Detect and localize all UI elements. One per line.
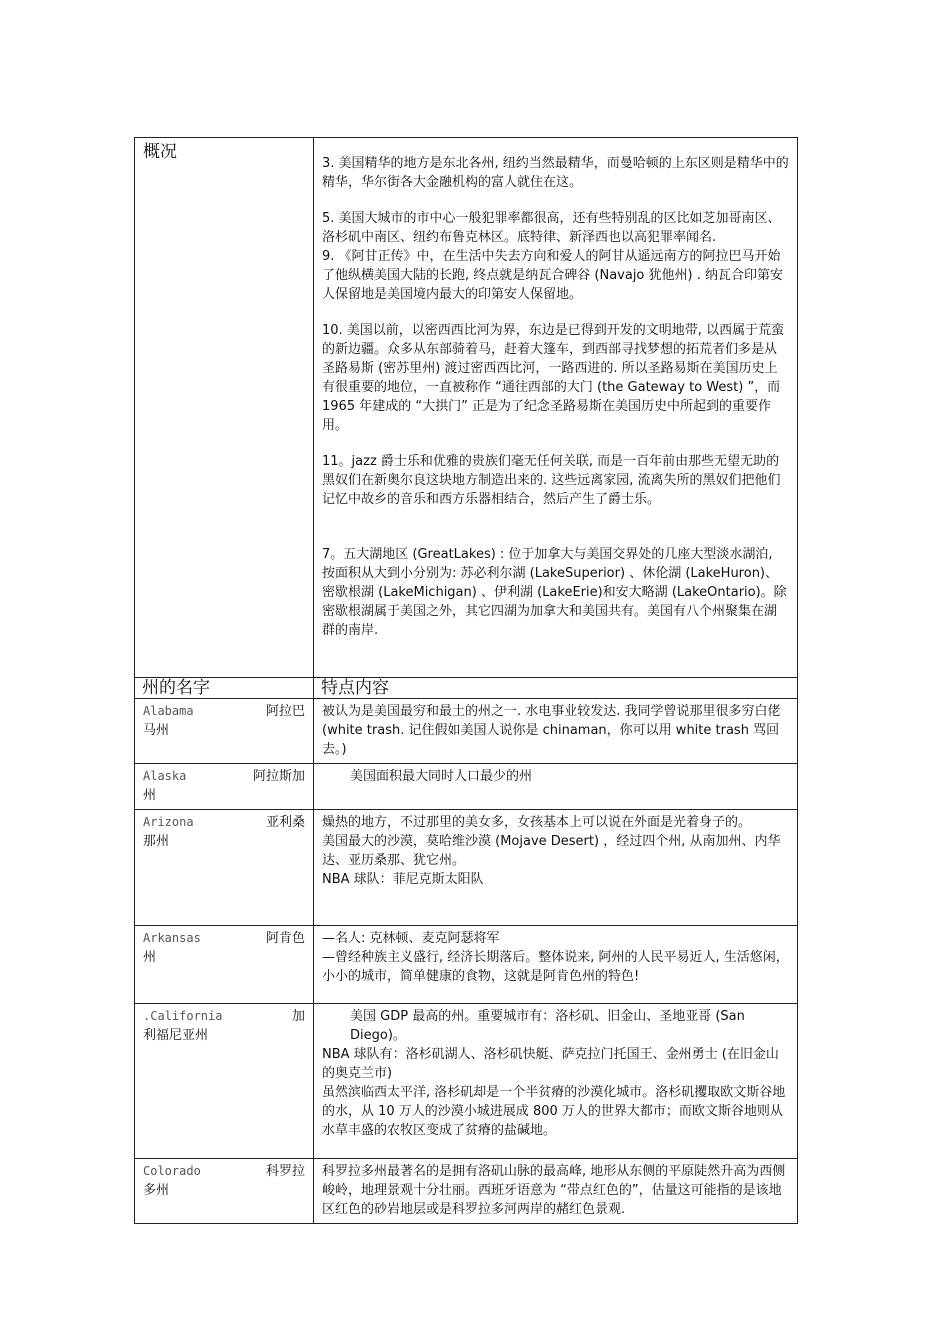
state-chinese-name-cont: 利福尼亚州 bbox=[143, 1028, 209, 1043]
overview-row bbox=[135, 138, 798, 678]
state-name-cell bbox=[135, 926, 314, 1004]
state-feature-cell bbox=[314, 810, 798, 926]
feature-text: 美国最大的沙漠，莫哈维沙漠 (Mojave Desert) ，经过四个州, 从南加州、内华达、亚历桑那、犹它州。 bbox=[322, 834, 781, 868]
state-name-cell bbox=[135, 699, 314, 764]
document-table bbox=[134, 137, 798, 1224]
table-row bbox=[135, 926, 798, 1004]
feature-text: NBA 球队：菲尼克斯太阳队 bbox=[322, 872, 484, 887]
table-row bbox=[135, 699, 798, 764]
state-feature-cell bbox=[314, 699, 798, 764]
overview-paragraph: 10. 美国以前，以密西西比河为界，东边是已得到开发的文明地带, 以西属于荒蛮的新边疆。众多从东部骑着马，赶着大篷车，到西部寻找梦想的拓荒者们多是从圣路易斯 (密苏里州) 渡过密西西比河，一路西进的. 所以圣路易斯在美国历史上有很重要的地位，一直被称作 “通往西部的大门 (the Gateway to West) ”，而 1965 年建成的 “大拱门” 正是为了纪念圣路易斯在美国历史中所起到的重要作用。 bbox=[322, 323, 785, 433]
header-feature: 特点内容 bbox=[321, 678, 389, 698]
state-chinese-name: 科罗拉 bbox=[265, 1164, 305, 1179]
state-chinese-name-cont: 马州 bbox=[143, 723, 170, 738]
overview-label: 概况 bbox=[143, 142, 177, 162]
state-chinese-name-cont: 州 bbox=[143, 950, 157, 965]
feature-text: 燥热的地方，不过那里的美女多，女孩基本上可以说在外面是光着身子的。 bbox=[322, 815, 752, 830]
state-chinese-name-cont: 多州 bbox=[143, 1183, 170, 1198]
state-name-cell bbox=[135, 1159, 314, 1224]
state-feature-cell bbox=[314, 1159, 798, 1224]
table-row bbox=[135, 764, 798, 810]
table-header-row bbox=[135, 678, 798, 699]
state-chinese-name-cont: 那州 bbox=[143, 834, 170, 849]
feature-text: —曾经种族主义盛行, 经济长期落后。整体说来, 阿州的人民平易近人, 生活悠闲，小小的城市，简单健康的食物，这就是阿肯色州的特色! bbox=[322, 950, 789, 984]
state-chinese-name: 亚利桑 bbox=[265, 815, 305, 830]
state-english-name: Arizona bbox=[143, 815, 194, 829]
state-chinese-name: 阿肯色 bbox=[265, 931, 305, 946]
overview-paragraph: 9. 《阿甘正传》中，在生活中失去方向和爱人的阿甘从遥远南方的阿拉巴马开始了他纵横美国大陆的长跑, 终点就是纳瓦合碑谷 (Navajo 犹他州) . 纳瓦合印第安人保留地是美国境内最大的印第安人保留地。 bbox=[322, 249, 783, 302]
state-chinese-name: 阿拉斯加 bbox=[252, 769, 305, 784]
header-cell-feature bbox=[314, 678, 798, 699]
table-row bbox=[135, 1004, 798, 1159]
overview-content-cell bbox=[314, 138, 798, 678]
state-chinese-name-cont: 州 bbox=[143, 788, 157, 803]
state-english-name: Alaska bbox=[143, 769, 187, 783]
feature-text: 被认为是美国最穷和最土的州之一. 水电事业较发达. 我同学曾说那里很多穷白佬 (white trash. 记住假如美国人说你是 chinaman，你可以用 white trash 骂回去。) bbox=[322, 704, 781, 757]
state-feature-cell bbox=[314, 926, 798, 1004]
feature-text: 科罗拉多州最著名的是拥有洛矶山脉的最高峰, 地形从东侧的平原陡然升高为西侧峻岭，地理景观十分壮丽。西班牙语意为 “带点红色的”，估量这可能指的是该地区红色的砂岩地层或是科罗拉多河两岸的赭红色景观. bbox=[322, 1164, 786, 1217]
table-row bbox=[135, 1159, 798, 1224]
feature-text: 美国 GDP 最高的州。重要城市有：洛杉矶、旧金山、圣地亚哥 (San Diego)。 bbox=[350, 1009, 745, 1043]
overview-paragraph: 11。jazz 爵士乐和优雅的贵族们毫无任何关联, 而是一百年前由那些无望无助的黑奴们在新奥尔良这块地方制造出来的. 这些远离家园, 流离失所的黑奴们把他们记忆中故乡的音乐和西方乐器相结合，然后产生了爵士乐。 bbox=[322, 454, 781, 507]
overview-paragraph: 5. 美国大城市的市中心一般犯罪率都很高，还有些特别乱的区比如芝加哥南区、洛杉矶中南区、纽约布鲁克林区。底特律、新泽西也以高犯罪率闻名. bbox=[322, 211, 781, 245]
state-feature-cell bbox=[314, 1004, 798, 1159]
header-state-name: 州的名字 bbox=[142, 678, 210, 698]
state-english-name: Colorado bbox=[143, 1164, 201, 1178]
overview-paragraph: 7。五大湖地区 (GreatLakes) : 位于加拿大与美国交界处的几座大型淡水湖泊, 按面积从大到小分别为: 苏必利尔湖 (LakeSuperior) 、休伦湖 (LakeHuron)、密歇根湖 (LakeMichigan) 、伊利湖 (LakeErie)和安大略湖 (LakeOntario)。除密歇根湖属于美国之外，其它四湖为加拿大和美国共有。美国有八个州聚集在湖群的南岸. bbox=[322, 547, 787, 638]
state-name-cell bbox=[135, 764, 314, 810]
feature-text: 虽然滨临西太平洋, 洛杉矶却是一个半贫瘠的沙漠化城市。洛杉矶攫取欧文斯谷地的水，从 10 万人的沙漠小城进展成 800 万人的世界大都市；而欧文斯谷地则从水草丰盛的农牧区变成了贫瘠的盐碱地。 bbox=[322, 1085, 786, 1138]
state-chinese-name: 阿拉巴 bbox=[265, 704, 305, 719]
state-feature-cell bbox=[314, 764, 798, 810]
table-row bbox=[135, 810, 798, 926]
state-name-cell bbox=[135, 1004, 314, 1159]
overview-paragraph: 3. 美国精华的地方是东北各州, 纽约当然最精华，而曼哈顿的上东区则是精华中的精华，华尔街各大金融机构的富人就住在这。 bbox=[322, 156, 789, 190]
feature-text: NBA 球队有：洛杉矶湖人、洛杉矶快艇、萨克拉门托国王、金州勇士 (在旧金山的奥克兰市) bbox=[322, 1047, 779, 1081]
state-english-name: Arkansas bbox=[143, 931, 201, 945]
feature-text: 美国面积最大同时人口最少的州 bbox=[350, 769, 533, 784]
state-chinese-name: 加 bbox=[291, 1009, 305, 1024]
header-cell-state bbox=[135, 678, 314, 699]
feature-text: —名人: 克林顿、麦克阿瑟将军 bbox=[322, 931, 500, 946]
state-name-cell bbox=[135, 810, 314, 926]
overview-label-cell bbox=[135, 138, 314, 678]
state-english-name: Alabama bbox=[143, 704, 194, 718]
state-english-name: .California bbox=[143, 1009, 223, 1023]
